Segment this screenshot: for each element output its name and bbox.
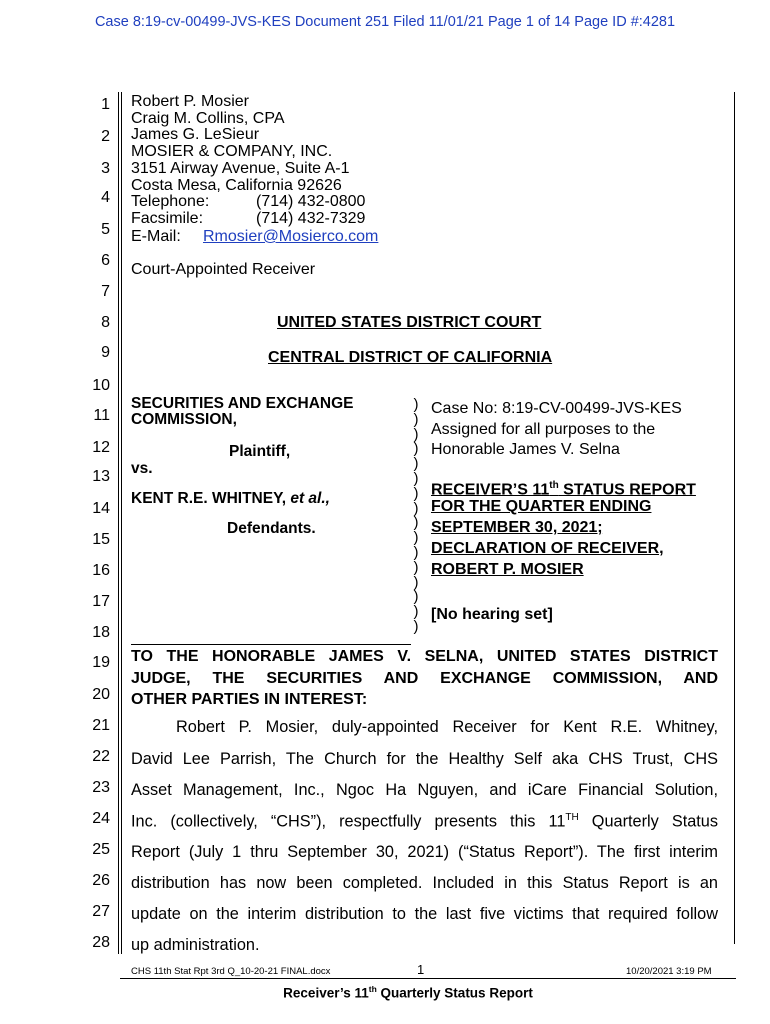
- right-margin-rule: [734, 92, 735, 944]
- caption-paren: ): [413, 455, 419, 473]
- footer-title-sup: th: [368, 984, 377, 994]
- left-margin-rule-2: [121, 92, 122, 954]
- left-margin-rule-1: [118, 92, 119, 954]
- case-header: Case 8:19-cv-00499-JVS-KES Document 251 Filed 11/01/21 Page 1 of 14 Page ID #:4281: [94, 14, 676, 30]
- footer-page-number: 1: [417, 962, 425, 977]
- caption-paren: ): [413, 558, 419, 576]
- line-number: 15: [92, 531, 110, 548]
- caption-paren: ): [413, 529, 419, 547]
- assigned-line-2: Honorable James V. Selna: [431, 441, 620, 458]
- versus: vs.: [131, 460, 153, 477]
- line-number: 1: [101, 96, 110, 113]
- line-number: 14: [92, 500, 110, 517]
- caption-paren: ): [413, 470, 419, 487]
- line-number: 7: [101, 283, 110, 300]
- caption-paren: ): [413, 425, 419, 443]
- line-number: 20: [92, 686, 110, 703]
- plaintiff-name-1: SECURITIES AND EXCHANGE: [131, 395, 354, 412]
- counsel-name-1: Robert P. Mosier: [131, 93, 249, 110]
- caption-paren: ): [413, 603, 419, 621]
- et-al: et al.,: [290, 490, 330, 507]
- footer-rule: [120, 978, 736, 979]
- line-number: 18: [92, 624, 110, 641]
- address-line-3: OTHER PARTIES IN INTEREST:: [131, 691, 368, 708]
- assigned-line-1: Assigned for all purposes to the: [431, 421, 656, 438]
- address-line-1: TO THE HONORABLE JAMES V. SELNA, UNITED STATES DISTRICT: [131, 648, 718, 665]
- line-number: 5: [101, 221, 110, 238]
- body-line-8: up administration.: [131, 936, 260, 954]
- telephone-label: Telephone:: [131, 193, 210, 211]
- line-number: 8: [101, 314, 110, 331]
- line-number: 25: [92, 841, 110, 858]
- line-number: 11: [93, 407, 110, 424]
- caption-paren: ): [413, 588, 419, 606]
- hearing-note: [No hearing set]: [431, 606, 553, 623]
- caption-paren: ): [413, 618, 419, 635]
- line-number: 22: [92, 748, 110, 765]
- caption-underline: [131, 644, 411, 645]
- counsel-address-2: Costa Mesa, California 92626: [131, 176, 342, 194]
- court-name: UNITED STATES DISTRICT COURT: [277, 314, 542, 331]
- facsimile-number: (714) 432-7329: [256, 209, 366, 227]
- body-line-3: Asset Management, Inc., Ngoc Ha Nguyen, and iCare Financial Solution,: [131, 781, 718, 799]
- line-number: 10: [92, 377, 110, 394]
- line-number: 6: [101, 252, 110, 269]
- report-title-1-pre: RECEIVER’S 11: [431, 481, 550, 499]
- body-line-4-post: Quarterly Status: [578, 812, 718, 831]
- line-number: 21: [92, 717, 110, 734]
- defendant-name-text: KENT R.E. WHITNEY,: [131, 490, 287, 507]
- receiver-role: Court-Appointed Receiver: [131, 261, 316, 278]
- defendant-name: [131, 491, 330, 507]
- body-line-2: David Lee Parrish, The Church for the Healthy Self aka CHS Trust, CHS: [131, 750, 718, 768]
- report-title-1-sup: th: [549, 480, 559, 491]
- caption-paren: ): [413, 499, 419, 517]
- plaintiff-label: Plaintiff,: [229, 443, 291, 460]
- court-district: CENTRAL DISTRICT OF CALIFORNIA: [268, 349, 553, 366]
- footer-datetime: 10/20/2021 3:19 PM: [626, 966, 712, 977]
- case-number: Case No: 8:19-CV-00499-JVS-KES: [431, 400, 682, 417]
- plaintiff-name-2: COMMISSION,: [131, 411, 237, 428]
- counsel-name-2: Craig M. Collins, CPA: [131, 109, 285, 127]
- counsel-name-3: James G. LeSieur: [131, 126, 260, 144]
- line-number: 19: [92, 654, 110, 671]
- footer-title-post: Quarterly Status Report: [376, 985, 533, 1001]
- line-number: 28: [92, 934, 110, 951]
- line-number: 12: [92, 439, 110, 456]
- caption-paren: ): [413, 544, 419, 561]
- address-line-2: JUDGE, THE SECURITIES AND EXCHANGE COMMISSION, AND: [131, 670, 718, 687]
- body-line-7: update on the interim distribution to the last five victims that required follow: [131, 905, 718, 923]
- line-number: 17: [92, 593, 110, 610]
- report-title-3: SEPTEMBER 30, 2021;: [431, 519, 603, 536]
- report-title-1-post: STATUS REPORT: [558, 481, 696, 499]
- facsimile-label: Facsimile:: [131, 209, 204, 227]
- line-number: 9: [101, 344, 110, 361]
- line-number: 4: [101, 189, 110, 206]
- body-line-5: Report (July 1 thru September 30, 2021) (“Status Report”). The first interim: [131, 843, 718, 861]
- report-title-2: FOR THE QUARTER ENDING: [431, 498, 652, 515]
- line-number: 13: [92, 468, 110, 485]
- body-line-1: Robert P. Mosier, duly-appointed Receiver for Kent R.E. Whitney,: [176, 718, 718, 736]
- caption-paren: ): [413, 573, 419, 591]
- caption-paren: ): [413, 410, 419, 428]
- caption-paren: ): [413, 396, 419, 413]
- caption-paren: ): [413, 484, 419, 502]
- line-number: 26: [92, 872, 110, 889]
- body-line-4-sup: TH: [565, 812, 579, 823]
- email-label: E-Mail:: [131, 228, 181, 245]
- body-line-6: distribution has now been completed. Included in this Status Report is an: [131, 874, 718, 892]
- defendants-label: Defendants.: [227, 520, 316, 537]
- footer-title-pre: Receiver’s 11: [283, 985, 369, 1001]
- counsel-firm: MOSIER & COMPANY, INC.: [131, 143, 333, 161]
- line-number: 3: [101, 160, 110, 177]
- caption-paren: ): [413, 440, 419, 458]
- report-title-4: DECLARATION OF RECEIVER,: [431, 540, 664, 557]
- body-line-4-pre: Inc. (collectively, “CHS”), respectfully presents this 11: [131, 812, 566, 831]
- body-line-4: [131, 812, 718, 831]
- report-title-5: ROBERT P. MOSIER: [431, 561, 584, 578]
- line-number: 23: [92, 779, 110, 796]
- line-number: 2: [101, 128, 110, 145]
- telephone-number: (714) 432-0800: [256, 193, 366, 211]
- line-number: 16: [92, 562, 110, 579]
- counsel-address-1: 3151 Airway Avenue, Suite A-1: [131, 159, 350, 177]
- line-number: 27: [92, 903, 110, 920]
- caption-paren: ): [413, 514, 419, 532]
- footer-title: [0, 984, 770, 1001]
- line-number: 24: [92, 810, 110, 827]
- email-link[interactable]: Rmosier@Mosierco.com: [203, 228, 379, 245]
- footer-filename: CHS 11th Stat Rpt 3rd Q_10-20-21 FINAL.docx: [131, 966, 331, 977]
